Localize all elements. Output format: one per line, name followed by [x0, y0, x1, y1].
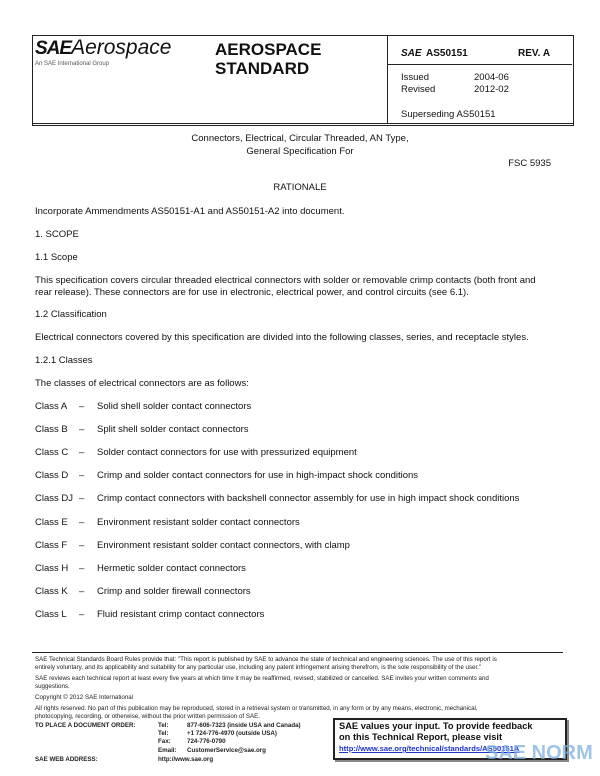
doc-number: AS50151	[426, 48, 468, 59]
class-description: Fluid resistant crimp contact connectors	[97, 608, 265, 620]
issued-date: 2004-06	[474, 72, 509, 83]
doc-title-line1: Connectors, Electrical, Circular Threaded, AN Type,	[191, 133, 409, 144]
header-divider	[387, 35, 388, 124]
email[interactable]: CustomerService@sae.org	[187, 747, 266, 754]
class-dash: –	[79, 539, 85, 551]
fax: 724-776-0790	[187, 738, 226, 745]
class-description: Environment resistant solder contact connectors, with clamp	[97, 539, 350, 551]
section-1-1-heading: 1.1 Scope	[35, 252, 78, 263]
footer-rules-2: entirely voluntary, and its applicability and suitability for any particular use, including any patent infringement arising therefrom, is the sole responsibility of the user."	[35, 664, 482, 671]
section-1-2-heading: 1.2 Classification	[35, 309, 107, 320]
class-dash: –	[79, 401, 85, 412]
scope-text-1: This specification covers circular threaded electrical connectors with solder or removable crimp contacts (both front and	[35, 275, 536, 286]
class-name: Class E	[35, 516, 68, 528]
class-description: Hermetic solder contact connectors	[97, 562, 246, 574]
footer-review-1: SAE reviews each technical report at least every five years at which time it may be reaffirmed, revised, stabilized or cancelled. SAE invites your written comments and	[35, 675, 489, 682]
tel2: +1 724-776-4970 (outside USA)	[187, 730, 277, 737]
classification-text: Electrical connectors covered by this specification are divided into the following classes, series, and receptacle styles.	[35, 332, 529, 343]
class-name: Class C	[35, 447, 69, 459]
class-name: Class F	[35, 539, 68, 551]
web-address[interactable]: http://www.sae.org	[158, 756, 214, 763]
footer-review-2: suggestions.	[35, 683, 70, 690]
scope-text-2: rear release). These connectors are for use in electronic, electrical power, and control circuits (see 6.1).	[35, 287, 469, 298]
feedback-line1: SAE values your input. To provide feedback	[339, 721, 533, 731]
sae-norm-watermark: SAE NORM	[485, 742, 593, 764]
section-1-heading: 1. SCOPE	[35, 229, 79, 240]
sae-small-logo: SAE	[401, 48, 422, 59]
section-1-2-1-heading: 1.2.1 Classes	[35, 355, 93, 366]
class-dash: –	[79, 424, 85, 436]
class-description: Crimp and solder contact connectors for use in high-impact shock conditions	[97, 470, 419, 482]
issued-label: Issued	[401, 72, 429, 83]
class-description: Solid shell solder contact connectors	[97, 401, 252, 412]
class-dash: –	[79, 470, 85, 482]
class-dash: –	[79, 562, 85, 574]
revised-label: Revised	[401, 84, 436, 95]
logo-sae: SAE	[35, 38, 72, 59]
footer-rules-1: SAE Technical Standards Board Rules provide that: "This report is published by SAE to advance the state of technical and engineering sciences. The use of this report is	[35, 656, 497, 663]
rationale-text: Incorporate Ammendments AS50151-A1 and AS50151-A2 into document.	[35, 206, 345, 217]
class-dash: –	[79, 447, 85, 459]
tel1: 877-606-7323 (inside USA and Canada)	[187, 722, 301, 729]
title-line2: STANDARD	[215, 59, 310, 78]
header-divider	[32, 123, 573, 124]
logo-aerospace: Aerospace	[71, 36, 172, 59]
revision: REV. A	[518, 48, 551, 59]
feedback-link[interactable]: http://www.sae.org/technical/standards/AS50151A	[339, 744, 520, 753]
web-label: SAE WEB ADDRESS:	[35, 756, 98, 763]
email-label: Email:	[158, 747, 177, 754]
rationale-heading: RATIONALE	[273, 182, 327, 193]
fax-label: Fax:	[158, 738, 171, 745]
class-name: Class K	[35, 585, 68, 597]
superseding: Superseding AS50151	[401, 109, 496, 120]
class-dash: –	[79, 516, 85, 528]
footer-rule	[32, 652, 563, 653]
class-name: Class DJ	[35, 493, 74, 505]
logo-tagline: An SAE International Group	[35, 61, 110, 67]
class-name: Class H	[35, 562, 69, 574]
class-name: Class D	[35, 470, 69, 482]
sae-aerospace-logo	[35, 36, 171, 60]
doc-title-line2: General Specification For	[246, 146, 354, 157]
class-name: Class L	[35, 608, 67, 620]
revised-date: 2012-02	[474, 84, 509, 95]
tel1-label: Tel:	[158, 722, 169, 729]
class-description: Crimp contact connectors with backshell connector assembly for use in high impact shock conditions	[97, 493, 520, 505]
title-line1: AEROSPACE	[215, 40, 322, 59]
footer-copyright: Copyright © 2012 SAE International	[35, 694, 134, 701]
class-description: Environment resistant solder contact connectors	[97, 516, 300, 528]
order-label: TO PLACE A DOCUMENT ORDER:	[35, 722, 136, 729]
fsc: FSC 5935	[508, 158, 551, 169]
feedback-line2: on this Technical Report, please visit	[339, 732, 503, 742]
class-name: Class B	[35, 424, 68, 436]
class-description: Split shell solder contact connectors	[97, 424, 249, 436]
footer-rights-2: photocopying, recording, or otherwise, without the prior written permission of SAE.	[35, 713, 260, 720]
classes-intro: The classes of electrical connectors are as follows:	[35, 378, 249, 389]
tel2-label: Tel:	[158, 730, 169, 737]
footer-rights-1: All rights reserved. No part of this publication may be reproduced, stored in a retrieval system or transmitted, in any form or by any means, electronic, mechanical,	[35, 705, 478, 712]
class-dash: –	[79, 585, 85, 597]
header-divider	[387, 64, 572, 65]
class-name: Class A	[35, 401, 68, 412]
class-description: Crimp and solder firewall connectors	[97, 585, 251, 597]
class-description: Solder contact connectors for use with pressurized equipment	[97, 447, 357, 459]
class-dash: –	[79, 608, 85, 620]
class-dash: –	[79, 493, 85, 505]
